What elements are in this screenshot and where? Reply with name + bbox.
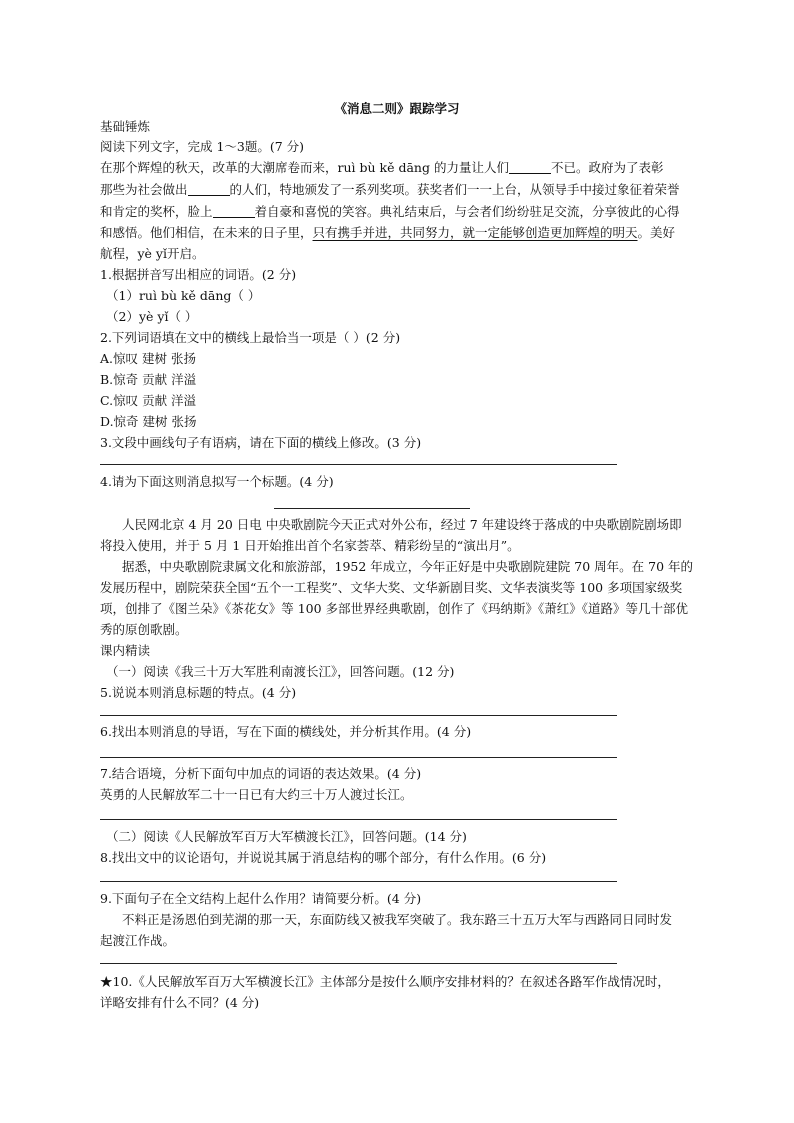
option-c: C.惊叹 贡献 洋溢 <box>100 393 197 408</box>
section-heading: 基础锤炼 <box>100 119 151 134</box>
part-heading: （二）阅读《人民解放军百万大军横渡长江》，回答问题。(14 分) <box>106 829 467 844</box>
passage-line: 在那个辉煌的秋天，改革的大潮席卷而来，ruì bù kě dāng 的力量让人们 不已。政府为了表彰 <box>100 160 664 175</box>
answer-line[interactable] <box>100 715 617 716</box>
underlined-sentence: 只有携手并进，共同努力，就一定能够创造更加辉煌的明天 <box>312 225 638 240</box>
news-line: 人民网北京 4 月 20 日电 中央歌剧院今天正式对外公布，经过 7 年建设终于落成的中央歌剧院剧场即 <box>122 517 682 532</box>
question-10-cont: 详略安排有什么不同？(4 分) <box>100 995 260 1010</box>
answer-line[interactable] <box>100 881 617 882</box>
option-d: D.惊奇 建树 张扬 <box>100 414 197 429</box>
answer-line[interactable] <box>100 464 617 465</box>
question-7: 7.结合语境，分析下面句中加点的词语的表达效果。(4 分) <box>100 766 422 781</box>
question-10: ★10.《人民解放军百万大军横渡长江》主体部分是按什么顺序安排材料的？在叙述各路军作战情况时， <box>100 974 670 989</box>
passage-line: 和感悟。他们相信，在未来的日子里，只有携手并进，共同努力，就一定能够创造更加辉煌的明天。美好 <box>100 225 676 240</box>
passage-line: 航程，yè yǐ开启。 <box>100 246 205 261</box>
question-1-item: （1）ruì bù kě dāng（ ） <box>106 288 261 303</box>
question-2: 2.下列词语填在文中的横线上最恰当一项是（ ）(2 分) <box>100 330 401 345</box>
question-9: 9.下面句子在全文结构上起什么作用？请简要分析。(4 分) <box>100 891 422 906</box>
fill-blank[interactable] <box>188 181 230 196</box>
news-line: 项，创排了《图兰朵》《茶花女》等 100 多部世界经典歌剧，创作了《玛纳斯》《萧红》《道路》等几十部优 <box>100 601 689 616</box>
section-heading: 课内精读 <box>100 643 151 658</box>
question-8: 8.找出文中的议论语句，并说说其属于消息结构的哪个部分，有什么作用。(6 分) <box>100 850 547 865</box>
answer-line[interactable] <box>100 757 617 758</box>
news-line: 据悉，中央歌剧院隶属文化和旅游部，1952 年成立，今年正好是中央歌剧院建院 70 周年。在 70 年的 <box>122 559 693 574</box>
page-title: 《消息二则》跟踪学习 <box>334 101 460 116</box>
answer-line[interactable] <box>100 819 617 820</box>
part-heading: （一）阅读《我三十万大军胜利南渡长江》，回答问题。(12 分) <box>106 664 455 679</box>
fill-blank[interactable] <box>509 159 551 174</box>
passage-line: 那些为社会做出 的人们，特地颁发了一系列奖项。获奖者们一一上台，从领导手中接过象征着荣誉 <box>100 182 680 197</box>
passage-line: 和肯定的奖杯，脸上 着自豪和喜悦的笑容。典礼结束后，与会者们纷纷驻足交流，分享彼此的心得 <box>100 204 680 219</box>
question-6: 6.找出本则消息的导语，写在下面的横线处，并分析其作用。(4 分) <box>100 724 472 739</box>
title-answer-line[interactable] <box>274 508 470 509</box>
reading-instruction: 阅读下列文字，完成 1～3题。(7 分) <box>100 139 305 154</box>
question-4: 4.请为下面这则消息拟写一个标题。(4 分) <box>100 474 334 489</box>
question-3: 3.文段中画线句子有语病，请在下面的横线上修改。(3 分) <box>100 435 422 450</box>
option-a: A.惊叹 建树 张扬 <box>100 351 196 366</box>
question-9-sentence: 起渡江作战。 <box>100 933 176 948</box>
news-line: 将投入使用，并于 5 月 1 日开始推出首个名家荟萃、精彩纷呈的“演出月”。 <box>100 538 520 553</box>
fill-blank[interactable] <box>213 203 255 218</box>
question-1: 1.根据拼音写出相应的词语。(2 分) <box>100 267 297 282</box>
question-7-sentence: 英勇的人民解放军二十一日已有大约三十万人渡过长江。 <box>100 787 413 802</box>
question-5: 5.说说本则消息标题的特点。(4 分) <box>100 685 297 700</box>
news-line: 发展历程中，剧院荣获全国“五个一工程奖”、文华大奖、文华新剧目奖、文华表演奖等 100 多项国家级奖 <box>100 580 683 595</box>
news-line: 秀的原创歌剧。 <box>100 622 188 637</box>
question-9-sentence: 不料正是汤恩伯到芜湖的那一天，东面防线又被我军突破了。我东路三十五万大军与西路同日同时发 <box>122 912 673 927</box>
option-b: B.惊奇 贡献 洋溢 <box>100 372 197 387</box>
answer-line[interactable] <box>100 963 617 964</box>
question-1-item: （2）yè yǐ（ ） <box>106 309 198 324</box>
